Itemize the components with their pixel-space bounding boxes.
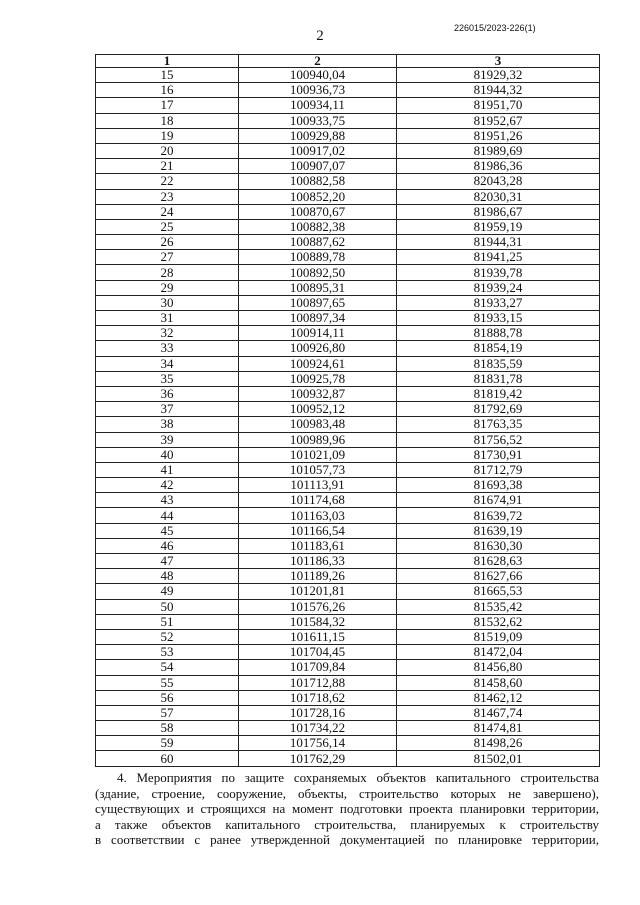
point-number-cell: 55 (96, 675, 239, 690)
table-row (96, 751, 600, 766)
y-coordinate-cell: 81532,62 (397, 614, 600, 629)
x-coordinate-cell: 101704,45 (239, 645, 397, 660)
point-number-cell: 34 (96, 356, 239, 371)
table-row (96, 417, 600, 432)
table-row (96, 356, 600, 371)
y-coordinate-cell: 81627,66 (397, 569, 600, 584)
x-coordinate-cell: 100929,88 (239, 128, 397, 143)
point-number-cell: 56 (96, 690, 239, 705)
x-coordinate-cell: 100926,80 (239, 341, 397, 356)
point-number-cell: 29 (96, 280, 239, 295)
point-number-cell: 17 (96, 98, 239, 113)
document-id: 226015/2023-226(1) (454, 23, 536, 33)
point-number-cell: 38 (96, 417, 239, 432)
x-coordinate-cell: 100934,11 (239, 98, 397, 113)
x-coordinate-cell: 101756,14 (239, 736, 397, 751)
paragraph-line: а также объектов капитального строительства, планируемых к строительству (95, 816, 599, 832)
x-coordinate-cell: 100932,87 (239, 386, 397, 401)
table-row (96, 250, 600, 265)
x-coordinate-cell: 100933,75 (239, 113, 397, 128)
x-coordinate-cell: 101576,26 (239, 599, 397, 614)
y-coordinate-cell: 81628,63 (397, 554, 600, 569)
y-coordinate-cell: 81730,91 (397, 447, 600, 462)
x-coordinate-cell: 101183,61 (239, 538, 397, 553)
table-row (96, 493, 600, 508)
x-coordinate-cell: 100914,11 (239, 326, 397, 341)
x-coordinate-cell: 101712,88 (239, 675, 397, 690)
y-coordinate-cell: 81939,24 (397, 280, 600, 295)
x-coordinate-cell: 100852,20 (239, 189, 397, 204)
point-number-cell: 57 (96, 705, 239, 720)
x-coordinate-cell: 100870,67 (239, 204, 397, 219)
y-coordinate-cell: 81756,52 (397, 432, 600, 447)
y-coordinate-cell: 81456,80 (397, 660, 600, 675)
table-row (96, 189, 600, 204)
x-coordinate-cell: 101584,32 (239, 614, 397, 629)
point-number-cell: 41 (96, 462, 239, 477)
x-coordinate-cell: 100897,65 (239, 295, 397, 310)
x-coordinate-cell: 100983,48 (239, 417, 397, 432)
x-coordinate-cell: 100882,38 (239, 219, 397, 234)
table-row (96, 614, 600, 629)
point-number-cell: 40 (96, 447, 239, 462)
x-coordinate-cell: 101611,15 (239, 629, 397, 644)
column-header-3: 3 (397, 55, 600, 68)
table-row (96, 629, 600, 644)
point-number-cell: 27 (96, 250, 239, 265)
point-number-cell: 35 (96, 371, 239, 386)
table-row (96, 371, 600, 386)
y-coordinate-cell: 81888,78 (397, 326, 600, 341)
table-row (96, 68, 600, 83)
y-coordinate-cell: 81835,59 (397, 356, 600, 371)
y-coordinate-cell: 81519,09 (397, 629, 600, 644)
y-coordinate-cell: 81665,53 (397, 584, 600, 599)
point-number-cell: 32 (96, 326, 239, 341)
x-coordinate-cell: 100940,04 (239, 68, 397, 83)
table-row (96, 705, 600, 720)
y-coordinate-cell: 81467,74 (397, 705, 600, 720)
y-coordinate-cell: 81458,60 (397, 675, 600, 690)
y-coordinate-cell: 81693,38 (397, 478, 600, 493)
table-row (96, 569, 600, 584)
point-number-cell: 44 (96, 508, 239, 523)
y-coordinate-cell: 81474,81 (397, 721, 600, 736)
point-number-cell: 42 (96, 478, 239, 493)
table-row (96, 447, 600, 462)
table-row (96, 554, 600, 569)
y-coordinate-cell: 81951,70 (397, 98, 600, 113)
table-row (96, 645, 600, 660)
x-coordinate-cell: 100889,78 (239, 250, 397, 265)
paragraph-line: 4. Мероприятия по защите сохраняемых объектов капитального строительства (117, 770, 599, 785)
y-coordinate-cell: 82043,28 (397, 174, 600, 189)
y-coordinate-cell: 81944,32 (397, 83, 600, 98)
table-row (96, 386, 600, 401)
point-number-cell: 43 (96, 493, 239, 508)
table-row (96, 235, 600, 250)
table-row (96, 599, 600, 614)
table-row (96, 128, 600, 143)
x-coordinate-cell: 100952,12 (239, 402, 397, 417)
x-coordinate-cell: 101163,03 (239, 508, 397, 523)
table-row (96, 736, 600, 751)
point-number-cell: 51 (96, 614, 239, 629)
point-number-cell: 48 (96, 569, 239, 584)
y-coordinate-cell: 81674,91 (397, 493, 600, 508)
x-coordinate-cell: 101728,16 (239, 705, 397, 720)
table-row (96, 143, 600, 158)
point-number-cell: 21 (96, 159, 239, 174)
table-row (96, 311, 600, 326)
point-number-cell: 46 (96, 538, 239, 553)
y-coordinate-cell: 81763,35 (397, 417, 600, 432)
table-row (96, 432, 600, 447)
y-coordinate-cell: 81472,04 (397, 645, 600, 660)
y-coordinate-cell: 81933,15 (397, 311, 600, 326)
point-number-cell: 31 (96, 311, 239, 326)
y-coordinate-cell: 81989,69 (397, 143, 600, 158)
x-coordinate-cell: 101174,68 (239, 493, 397, 508)
point-number-cell: 50 (96, 599, 239, 614)
point-number-cell: 25 (96, 219, 239, 234)
y-coordinate-cell: 81819,42 (397, 386, 600, 401)
x-coordinate-cell: 101113,91 (239, 478, 397, 493)
x-coordinate-cell: 100907,07 (239, 159, 397, 174)
x-coordinate-cell: 100887,62 (239, 235, 397, 250)
paragraph-section-4 (95, 770, 599, 848)
coordinates-table (95, 54, 600, 767)
point-number-cell: 19 (96, 128, 239, 143)
y-coordinate-cell: 81462,12 (397, 690, 600, 705)
point-number-cell: 26 (96, 235, 239, 250)
paragraph-line: (здание, строение, сооружение, объекты, строительство которых не завершено), (95, 785, 599, 801)
table-row (96, 219, 600, 234)
y-coordinate-cell: 81854,19 (397, 341, 600, 356)
paragraph-line: существующих и строящихся на момент подготовки проекта планировки территории, (95, 801, 599, 816)
point-number-cell: 53 (96, 645, 239, 660)
x-coordinate-cell: 101166,54 (239, 523, 397, 538)
table-row (96, 508, 600, 523)
column-header-1: 1 (96, 55, 239, 68)
paragraph-line: в соответствии с ранее утвержденной документацией по планировке территории, (95, 832, 599, 847)
y-coordinate-cell: 81831,78 (397, 371, 600, 386)
table-row (96, 660, 600, 675)
table-row (96, 280, 600, 295)
point-number-cell: 58 (96, 721, 239, 736)
y-coordinate-cell: 81944,31 (397, 235, 600, 250)
y-coordinate-cell: 81502,01 (397, 751, 600, 766)
y-coordinate-cell: 81941,25 (397, 250, 600, 265)
point-number-cell: 39 (96, 432, 239, 447)
table-row (96, 690, 600, 705)
point-number-cell: 52 (96, 629, 239, 644)
x-coordinate-cell: 100925,78 (239, 371, 397, 386)
point-number-cell: 22 (96, 174, 239, 189)
point-number-cell: 18 (96, 113, 239, 128)
table-row (96, 113, 600, 128)
table-row (96, 721, 600, 736)
table-row (96, 523, 600, 538)
point-number-cell: 28 (96, 265, 239, 280)
y-coordinate-cell: 81639,72 (397, 508, 600, 523)
table-row (96, 204, 600, 219)
x-coordinate-cell: 100882,58 (239, 174, 397, 189)
point-number-cell: 24 (96, 204, 239, 219)
y-coordinate-cell: 81939,78 (397, 265, 600, 280)
point-number-cell: 37 (96, 402, 239, 417)
table-row (96, 538, 600, 553)
x-coordinate-cell: 101762,29 (239, 751, 397, 766)
x-coordinate-cell: 100892,50 (239, 265, 397, 280)
point-number-cell: 30 (96, 295, 239, 310)
x-coordinate-cell: 100917,02 (239, 143, 397, 158)
table-body (96, 68, 600, 767)
table-row (96, 326, 600, 341)
x-coordinate-cell: 101021,09 (239, 447, 397, 462)
table-row (96, 295, 600, 310)
page-number: 2 (316, 28, 324, 44)
point-number-cell: 49 (96, 584, 239, 599)
y-coordinate-cell: 81498,26 (397, 736, 600, 751)
y-coordinate-cell: 81792,69 (397, 402, 600, 417)
x-coordinate-cell: 100897,34 (239, 311, 397, 326)
table-row (96, 478, 600, 493)
point-number-cell: 33 (96, 341, 239, 356)
x-coordinate-cell: 100989,96 (239, 432, 397, 447)
y-coordinate-cell: 81535,42 (397, 599, 600, 614)
x-coordinate-cell: 100895,31 (239, 280, 397, 295)
column-header-2: 2 (239, 55, 397, 68)
y-coordinate-cell: 81929,32 (397, 68, 600, 83)
point-number-cell: 47 (96, 554, 239, 569)
point-number-cell: 54 (96, 660, 239, 675)
point-number-cell: 16 (96, 83, 239, 98)
x-coordinate-cell: 101718,62 (239, 690, 397, 705)
x-coordinate-cell: 101201,81 (239, 584, 397, 599)
point-number-cell: 23 (96, 189, 239, 204)
table-row (96, 174, 600, 189)
y-coordinate-cell: 82030,31 (397, 189, 600, 204)
table-row (96, 98, 600, 113)
y-coordinate-cell: 81952,67 (397, 113, 600, 128)
point-number-cell: 36 (96, 386, 239, 401)
y-coordinate-cell: 81959,19 (397, 219, 600, 234)
y-coordinate-cell: 81951,26 (397, 128, 600, 143)
y-coordinate-cell: 81639,19 (397, 523, 600, 538)
x-coordinate-cell: 101186,33 (239, 554, 397, 569)
y-coordinate-cell: 81712,79 (397, 462, 600, 477)
point-number-cell: 20 (96, 143, 239, 158)
table-row (96, 675, 600, 690)
point-number-cell: 59 (96, 736, 239, 751)
point-number-cell: 45 (96, 523, 239, 538)
x-coordinate-cell: 100936,73 (239, 83, 397, 98)
x-coordinate-cell: 100924,61 (239, 356, 397, 371)
point-number-cell: 15 (96, 68, 239, 83)
table-row (96, 341, 600, 356)
y-coordinate-cell: 81986,67 (397, 204, 600, 219)
x-coordinate-cell: 101189,26 (239, 569, 397, 584)
table-row (96, 83, 600, 98)
table-row (96, 265, 600, 280)
y-coordinate-cell: 81630,30 (397, 538, 600, 553)
y-coordinate-cell: 81986,36 (397, 159, 600, 174)
table-row (96, 159, 600, 174)
x-coordinate-cell: 101709,84 (239, 660, 397, 675)
table-header-row (96, 55, 600, 68)
table-row (96, 402, 600, 417)
x-coordinate-cell: 101734,22 (239, 721, 397, 736)
point-number-cell: 60 (96, 751, 239, 766)
table-row (96, 584, 600, 599)
y-coordinate-cell: 81933,27 (397, 295, 600, 310)
x-coordinate-cell: 101057,73 (239, 462, 397, 477)
table-row (96, 462, 600, 477)
